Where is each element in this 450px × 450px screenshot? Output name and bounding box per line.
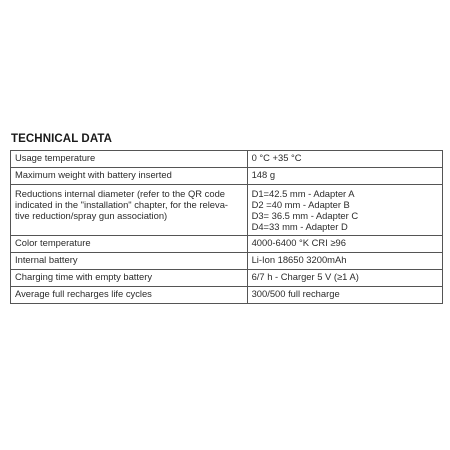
row-value: [247, 287, 442, 304]
row-label: [11, 151, 248, 168]
value-line: 6/7 h - Charger 5 V (≥1 A): [251, 271, 359, 282]
row-value: [247, 185, 442, 236]
value-line: D2 =40 mm - Adapter B: [251, 199, 350, 210]
label-line: Internal battery: [15, 254, 78, 265]
row-value: [247, 151, 442, 168]
label-line: Usage temperature: [15, 152, 96, 163]
label-line: Average full recharges life cycles: [15, 288, 152, 299]
value-line: 148 g: [251, 169, 276, 180]
row-value: [247, 270, 442, 287]
label-line: Charging time with empty battery: [15, 271, 153, 282]
row-label: [11, 287, 248, 304]
row-label: [11, 185, 248, 236]
row-label: [11, 253, 248, 270]
row-value: [247, 168, 442, 185]
section-title: TECHNICAL DATA: [11, 133, 113, 145]
label-line: Reductions internal diameter (refer to the QR code: [15, 188, 225, 199]
technical-data-table: [10, 150, 443, 304]
label-line: tive reduction/spray gun association): [15, 210, 168, 221]
value-line: D1=42.5 mm - Adapter A: [251, 188, 355, 199]
table-row: [11, 287, 443, 304]
label-line: Color temperature: [15, 237, 91, 248]
value-line: Li-Ion 18650 3200mAh: [251, 254, 347, 265]
table-row: [11, 253, 443, 270]
row-label: [11, 270, 248, 287]
label-line: Maximum weight with battery inserted: [15, 169, 172, 180]
row-label: [11, 236, 248, 253]
table-row: [11, 270, 443, 287]
value-line: 4000-6400 °K CRI ≥96: [251, 237, 346, 248]
value-line: D3= 36.5 mm - Adapter C: [251, 210, 359, 221]
table-row: [11, 185, 443, 236]
value-line: 300/500 full recharge: [251, 288, 340, 299]
value-line: D4=33 mm - Adapter D: [251, 221, 348, 232]
value-line: 0 °C +35 °C: [251, 152, 302, 163]
label-line: indicated in the "installation" chapter, for the releva-: [15, 199, 229, 210]
row-value: [247, 236, 442, 253]
row-value: [247, 253, 442, 270]
row-label: [11, 168, 248, 185]
table-row: [11, 236, 443, 253]
table-row: [11, 151, 443, 168]
table-row: [11, 168, 443, 185]
